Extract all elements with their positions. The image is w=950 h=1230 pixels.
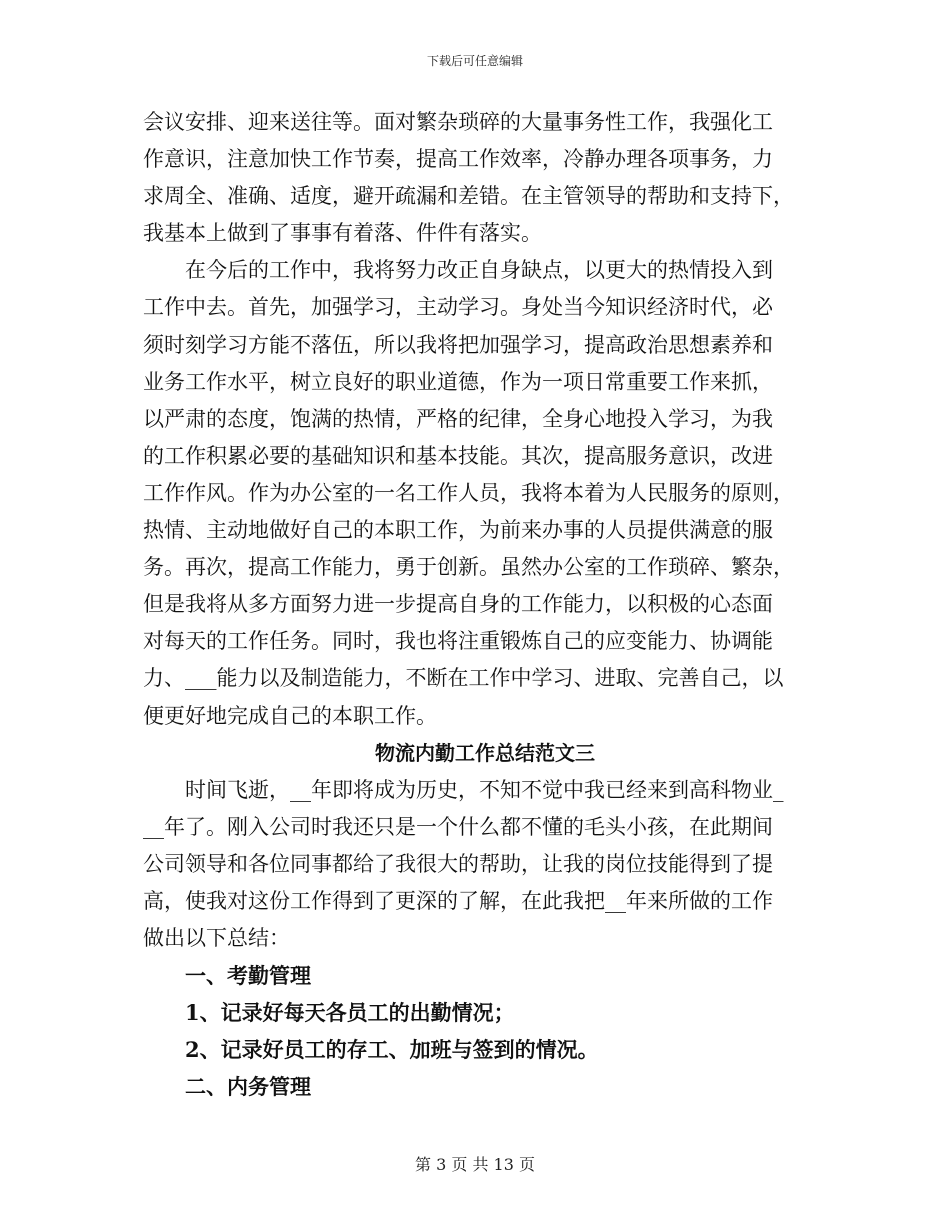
paragraph-line: 作意识，注意加快工作节奏，提高工作效率，冷静办理各项事务，力: [143, 147, 773, 172]
paragraph-line: 对每天的工作任务。同时，我也将注重锻炼自己的应变能力、协调能: [143, 629, 773, 654]
paragraph-line: 务。再次，提高工作能力，勇于创新。虽然办公室的工作琐碎、繁杂，: [143, 555, 794, 580]
section-title: 物流内勤工作总结范文三: [375, 740, 595, 765]
paragraph-line: 我基本上做到了事事有着落、件件有落实。: [143, 221, 542, 246]
paragraph-line: 工作作风。作为办公室的一名工作人员，我将本着为人民服务的原则，: [143, 480, 794, 505]
paragraph-line: 高，使我对这份工作得到了更深的了解，在此我把__年来所做的工作: [143, 888, 773, 913]
paragraph-line: 的工作积累必要的基础知识和基本技能。其次，提高服务意识，改进: [143, 443, 773, 468]
paragraph-line: __年了。刚入公司时我还只是一个什么都不懂的毛头小孩，在此期间: [143, 814, 773, 839]
paragraph-line: 便更好地完成自己的本职工作。: [143, 703, 437, 728]
paragraph-line: 热情、主动地做好自己的本职工作，为前来办事的人员提供满意的服: [143, 518, 773, 543]
list-item: 1、记录好每天各员工的出勤情况；: [185, 1000, 515, 1026]
paragraph-line: 求周全、准确、适度，避开疏漏和差错。在主管领导的帮助和支持下，: [143, 184, 794, 209]
page-header: 下载后可任意编辑: [426, 54, 523, 68]
paragraph-line: 业务工作水平，树立良好的职业道德，作为一项日常重要工作来抓，: [143, 369, 773, 394]
paragraph-line: 公司领导和各位同事都给了我很大的帮助，让我的岗位技能得到了提: [143, 851, 773, 876]
paragraph-line: 以严肃的态度，饱满的热情，严格的纪律，全身心地投入学习，为我: [143, 406, 773, 431]
subheading: 二、内务管理: [185, 1074, 311, 1100]
page-number: 第 3 页 共 13 页: [415, 1155, 535, 1174]
paragraph-first-line: 在今后的工作中，我将努力改正自身缺点，以更大的热情投入到: [185, 258, 773, 283]
paragraph-line: 会议安排、迎来送往等。面对繁杂琐碎的大量事务性工作，我强化工: [143, 110, 773, 134]
subheading: 一、考勤管理: [185, 963, 311, 989]
paragraph-line: 须时刻学习方能不落伍，所以我将把加强学习，提高政治思想素养和: [143, 332, 773, 357]
paragraph-line: 力、___能力以及制造能力，不断在工作中学习、进取、完善自己，以: [143, 666, 784, 691]
paragraph-line: 工作中去。首先，加强学习，主动学习。身处当今知识经济时代，必: [143, 295, 773, 320]
paragraph-line: 但是我将从多方面努力进一步提高自身的工作能力，以积极的心态面: [143, 592, 773, 617]
list-item: 2、记录好员工的存工、加班与签到的情况。: [185, 1037, 599, 1063]
paragraph-line: 做出以下总结：: [143, 926, 290, 951]
document-body: [143, 104, 807, 1106]
paragraph-first-line: 时间飞逝，__年即将成为历史，不知不觉中我已经来到高科物业_: [185, 777, 784, 802]
